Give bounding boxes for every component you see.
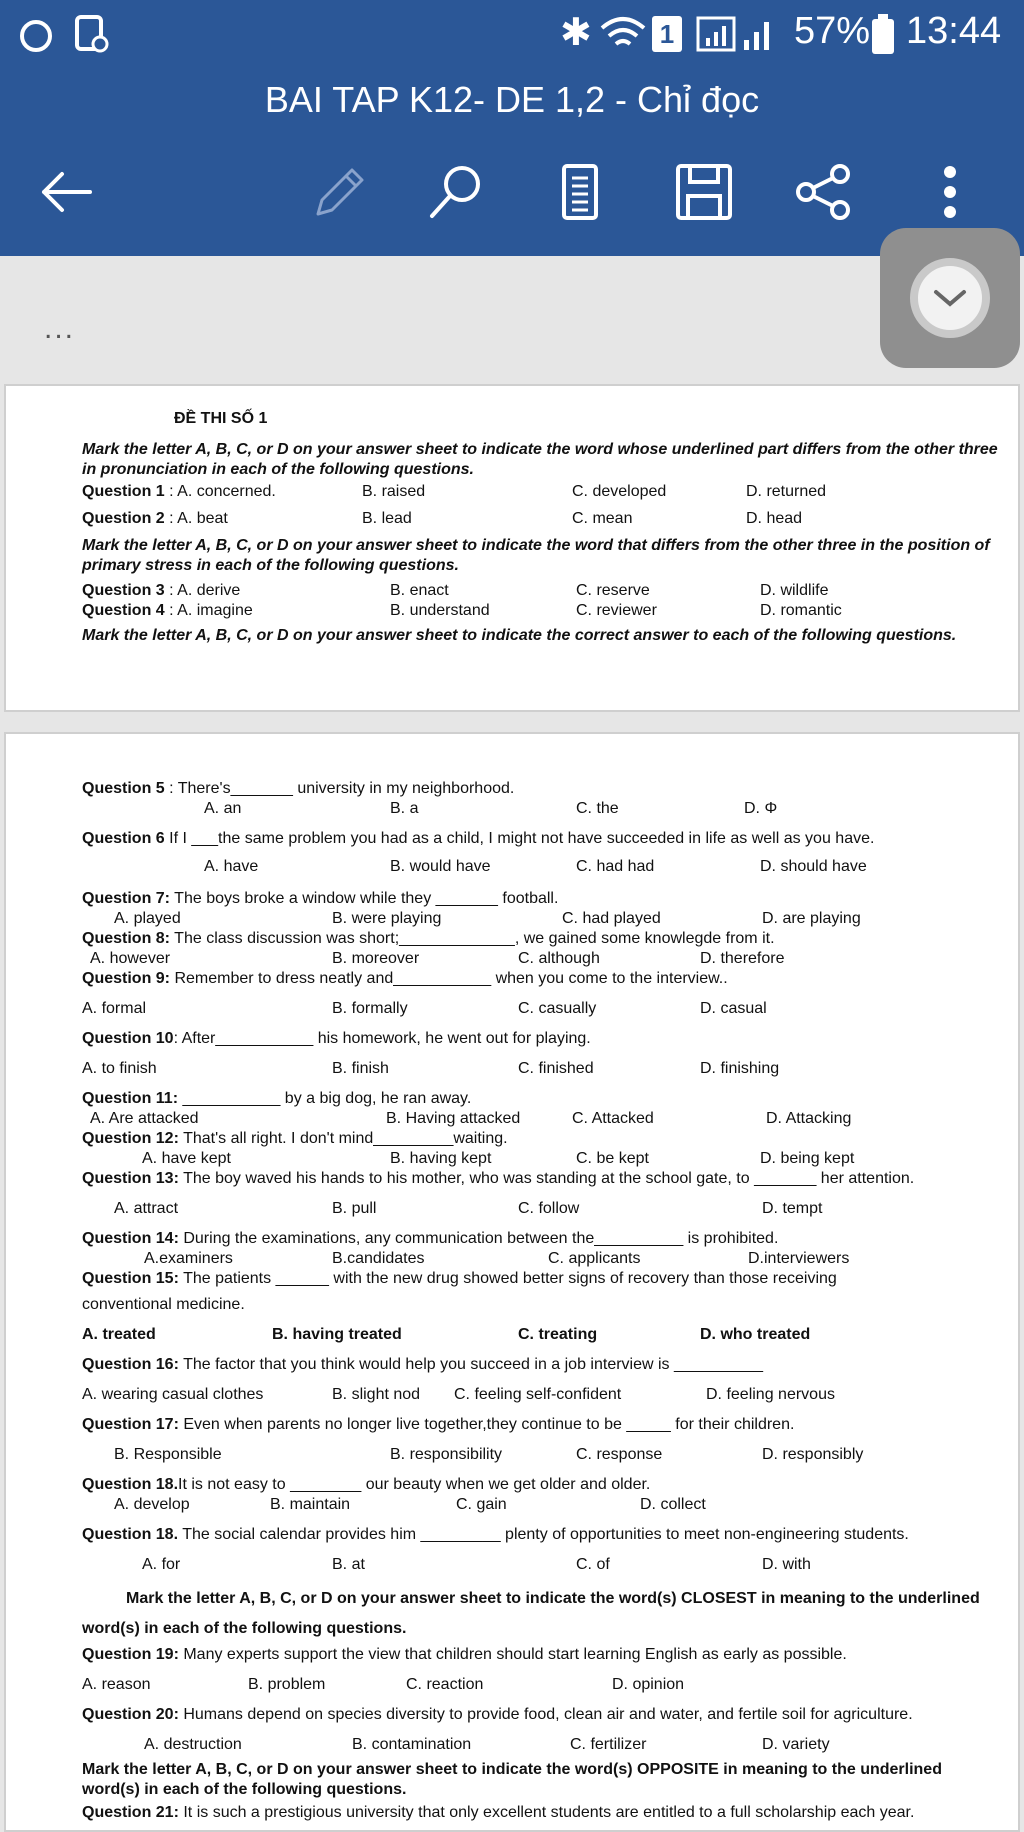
- option: D. Φ: [744, 800, 778, 817]
- option: C. treating: [518, 1326, 598, 1343]
- question-19: Question 19: Many experts support the view that children should start learning English as early as possible.: [82, 1646, 847, 1663]
- question-17: Question 17: Even when parents no longer live together,they continue to be _____ for their children.: [82, 1416, 795, 1433]
- option: A. Are attacked: [90, 1110, 199, 1127]
- question-8: Question 8: The class discussion was short;_____________, we gained some knowlegde from it.: [82, 930, 775, 947]
- more-vertical-icon[interactable]: [918, 160, 982, 224]
- option: B. were playing: [332, 910, 442, 927]
- option: A.examiners: [144, 1250, 233, 1267]
- search-icon[interactable]: [424, 160, 488, 224]
- question-4: Question 4 : A. imagine: [82, 602, 253, 619]
- question-20: Question 20: Humans depend on species diversity to provide food, clean air and water, and fertile soil for agriculture.: [82, 1706, 913, 1723]
- option: A. wearing casual clothes: [82, 1386, 264, 1403]
- option: D. finishing: [700, 1060, 780, 1077]
- question-1: Question 1 : A. concerned.: [82, 483, 276, 500]
- option: D. romantic: [760, 602, 842, 619]
- option: A. have kept: [142, 1150, 231, 1167]
- question-12: Question 12: That's all right. I don't mind_________waiting.: [82, 1130, 508, 1147]
- option: B. would have: [390, 858, 491, 875]
- option: C. of: [576, 1556, 610, 1573]
- question-21: Question 21: It is such a prestigious university that only excellent students are entitled to a full scholarship each year.: [82, 1804, 915, 1821]
- save-icon[interactable]: [672, 160, 736, 224]
- document-page-2: [4, 732, 1020, 1832]
- option: D. who treated: [700, 1326, 811, 1343]
- question-3: Question 3 : A. derive: [82, 582, 241, 599]
- option: A. treated: [82, 1326, 156, 1343]
- option: B. formally: [332, 1000, 408, 1017]
- option: C. had played: [562, 910, 661, 927]
- question-18a: Question 18.It is not easy to ________ our beauty when we get older and older.: [82, 1476, 651, 1493]
- option: A. destruction: [144, 1736, 242, 1753]
- option: C. reserve: [576, 582, 650, 599]
- option: C. response: [576, 1446, 663, 1463]
- option: C. casually: [518, 1000, 597, 1017]
- status-bar: [0, 0, 1024, 70]
- option: A. an: [204, 800, 242, 817]
- question-16: Question 16: The factor that you think would help you succeed in a job interview is __________: [82, 1356, 763, 1373]
- option: B. Responsible: [114, 1446, 222, 1463]
- option: B. understand: [390, 602, 490, 619]
- option: B. having kept: [390, 1150, 492, 1167]
- option: B. having treated: [272, 1326, 402, 1343]
- option: D. returned: [746, 483, 827, 500]
- option: B. moreover: [332, 950, 420, 967]
- notification-icon: [74, 14, 110, 54]
- circle-icon: [18, 18, 54, 54]
- option: D. being kept: [760, 1150, 855, 1167]
- option: B. responsibility: [390, 1446, 503, 1463]
- option: D. responsibly: [762, 1446, 864, 1463]
- scroll-down-button[interactable]: [880, 228, 1020, 368]
- option: A. however: [90, 950, 171, 967]
- option: D. therefore: [700, 950, 785, 967]
- document-page-1: [4, 384, 1020, 712]
- reading-mode-icon[interactable]: [548, 160, 612, 224]
- option: B. Having attacked: [386, 1110, 521, 1127]
- option: B. maintain: [270, 1496, 351, 1513]
- instruction-opposite-meaning: Mark the letter A, B, C, or D on your answer sheet to indicate the word(s) OPPOSITE in meaning to the underlined word(s) in each of the following questions.: [82, 1761, 942, 1798]
- sim-badge: 1: [652, 16, 682, 52]
- option: D. casual: [700, 1000, 767, 1017]
- option: D. should have: [760, 858, 867, 875]
- option: D. variety: [762, 1736, 830, 1753]
- option: C. the: [576, 800, 619, 817]
- option: B. contamination: [352, 1736, 472, 1753]
- question-9: Question 9: Remember to dress neatly and___________ when you come to the interview..: [82, 970, 728, 987]
- option: C. feeling self-confident: [454, 1386, 622, 1403]
- question-2: Question 2 : A. beat: [82, 510, 228, 527]
- document-title: BAI TAP K12- DE 1,2 - Chỉ đọc: [0, 70, 1024, 130]
- option: B. slight nod: [332, 1386, 421, 1403]
- chevron-down-icon: [932, 286, 968, 310]
- option: C. applicants: [548, 1250, 641, 1267]
- option: D. are playing: [762, 910, 861, 927]
- option: B. problem: [248, 1676, 326, 1693]
- question-7: Question 7: The boys broke a window while they _______ football.: [82, 890, 559, 907]
- option: C. be kept: [576, 1150, 649, 1167]
- clock: 13:44: [906, 10, 1002, 52]
- ribbon-area: [0, 256, 1024, 381]
- option: D. collect: [640, 1496, 706, 1513]
- option: C. developed: [572, 483, 667, 500]
- more-menu-dots[interactable]: ...: [44, 312, 76, 345]
- question-5: Question 5 : There's_______ university in my neighborhood.: [82, 780, 515, 797]
- option: D. feeling nervous: [706, 1386, 835, 1403]
- option: A. attract: [114, 1200, 179, 1217]
- instruction-closest-meaning: Mark the letter A, B, C, or D on your answer sheet to indicate the word(s) CLOSEST in meaning to the underlined word(s) in each of the following questions.: [82, 1590, 980, 1637]
- battery-percent: 57%: [794, 10, 871, 52]
- option: A. reason: [82, 1676, 151, 1693]
- option: A. develop: [114, 1496, 190, 1513]
- question-15-continuation: conventional medicine.: [82, 1296, 245, 1313]
- option: B. lead: [362, 510, 412, 527]
- option: B. pull: [332, 1200, 377, 1217]
- instruction-pronunciation: Mark the letter A, B, C, or D on your answer sheet to indicate the word whose underlined part differs from the other three in pronunciation in each of the following questions.: [82, 441, 998, 478]
- option: C. had had: [576, 858, 655, 875]
- option: C. fertilizer: [570, 1736, 647, 1753]
- battery-icon: [870, 14, 896, 56]
- option: C. Attacked: [572, 1110, 654, 1127]
- wifi-icon: [598, 14, 648, 54]
- pencil-icon[interactable]: [306, 160, 370, 224]
- question-6: Question 6 If I ___the same problem you had as a child, I might not have succeeded in life as well as you have.: [82, 830, 875, 847]
- back-arrow-icon[interactable]: [34, 160, 98, 224]
- option: D. with: [762, 1556, 811, 1573]
- option: C. reviewer: [576, 602, 657, 619]
- question-10: Question 10: After___________ his homework, he went out for playing.: [82, 1030, 591, 1047]
- option: B. raised: [362, 483, 426, 500]
- option: D. head: [746, 510, 803, 527]
- option: C. reaction: [406, 1676, 484, 1693]
- exam-heading: ĐỀ THI SỐ 1: [174, 410, 268, 427]
- option: A. to finish: [82, 1060, 157, 1077]
- option: D. Attacking: [766, 1110, 852, 1127]
- question-14: Question 14: During the examinations, any communication between the__________ is prohibited.: [82, 1230, 779, 1247]
- share-icon[interactable]: [792, 160, 856, 224]
- option: D.interviewers: [748, 1250, 850, 1267]
- option: A. played: [114, 910, 181, 927]
- option: D. opinion: [612, 1676, 685, 1693]
- option: B.candidates: [332, 1250, 425, 1267]
- option: C. mean: [572, 510, 633, 527]
- option: C. gain: [456, 1496, 507, 1513]
- question-11: Question 11: ___________ by a big dog, he ran away.: [82, 1090, 472, 1107]
- option: C. although: [518, 950, 600, 967]
- question-18b: Question 18. The social calendar provides him _________ plenty of opportunities to meet non-engineering students.: [82, 1526, 909, 1543]
- bluetooth-icon: ✱: [560, 12, 592, 54]
- option: D. tempt: [762, 1200, 823, 1217]
- option: B. a: [390, 800, 419, 817]
- option: A. for: [142, 1556, 181, 1573]
- question-13: Question 13: The boy waved his hands to his mother, who was standing at the school gate, to _______ her attention.: [82, 1170, 915, 1187]
- option: B. at: [332, 1556, 365, 1573]
- option: C. follow: [518, 1200, 580, 1217]
- option: A. have: [204, 858, 259, 875]
- question-15: Question 15: The patients ______ with the new drug showed better signs of recovery than those receiving: [82, 1270, 837, 1287]
- option: B. enact: [390, 582, 449, 599]
- instruction-correct-answer: Mark the letter A, B, C, or D on your answer sheet to indicate the correct answer to each of the following questions.: [82, 627, 957, 644]
- instruction-stress: Mark the letter A, B, C, or D on your answer sheet to indicate the word that differs from the other three in the position of primary stress in each of the following questions.: [82, 537, 990, 574]
- signal-icon: [696, 14, 780, 54]
- option: A. formal: [82, 1000, 147, 1017]
- option: C. finished: [518, 1060, 594, 1077]
- option: D. wildlife: [760, 582, 829, 599]
- toolbar: [0, 130, 1024, 256]
- option: B. finish: [332, 1060, 389, 1077]
